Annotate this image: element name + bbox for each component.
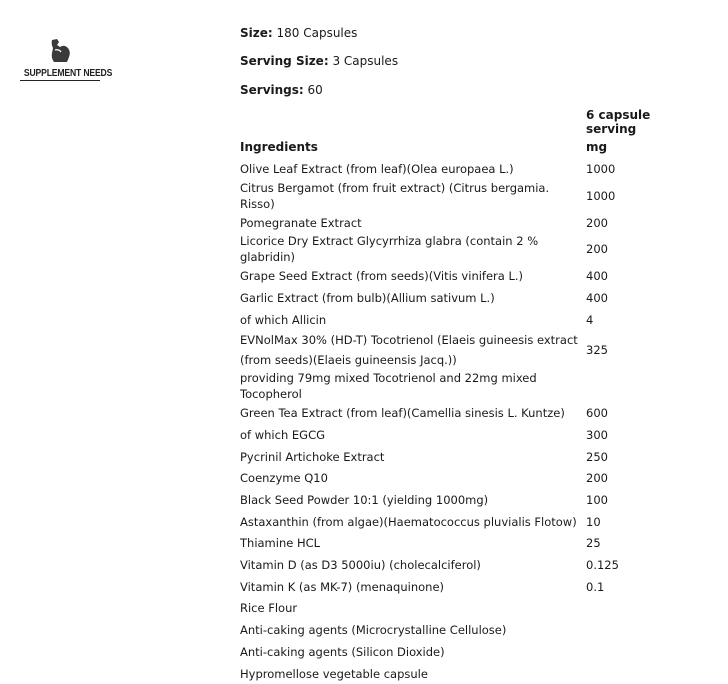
header-ingredients: Ingredients <box>240 140 318 154</box>
table-row <box>238 330 698 370</box>
ingredient-name: Licorice Dry Extract Glycyrrhiza glabra (contain 2 % glabridin) <box>240 234 539 265</box>
ingredient-amount: 400 <box>586 269 608 284</box>
logo-underline <box>20 80 100 81</box>
ingredient-amount <box>584 598 698 620</box>
ingredient-name: of which Allicin <box>240 312 327 327</box>
table-header-row <box>238 108 698 136</box>
size-value: 180 Capsules <box>272 26 358 40</box>
table-row <box>238 468 698 490</box>
ingredient-name: Thiamine HCL <box>240 536 321 551</box>
ingredient-amount <box>584 641 698 663</box>
ingredient-amount: 10 <box>586 514 601 529</box>
ingredient-name: providing 79mg mixed Tocotrienol and 22mg mixed Tocopherol <box>240 371 537 402</box>
ingredient-amount: 1000 <box>586 188 616 203</box>
table-row <box>238 576 698 598</box>
ingredient-amount: 400 <box>586 290 608 305</box>
ingredient-amount: 200 <box>586 242 608 257</box>
table-row <box>238 309 698 331</box>
ingredient-amount: 325 <box>586 343 608 358</box>
ingredient-amount: 200 <box>586 215 608 230</box>
ingredient-amount: 0.1 <box>586 579 605 594</box>
servings-value: 60 <box>303 83 323 97</box>
table-row <box>238 663 698 684</box>
ingredient-name: Vitamin D (as D3 5000iu) (cholecalciferol) <box>240 558 481 573</box>
table-row <box>238 180 698 212</box>
ingredient-amount <box>584 619 698 641</box>
table-row <box>238 265 698 287</box>
table-row <box>238 554 698 576</box>
ingredient-name: Vitamin K (as MK-7) (menaquinone) <box>240 579 445 594</box>
serving-size-value: 3 Capsules <box>328 54 399 68</box>
ingredient-name: Garlic Extract (from bulb)(Allium sativum L.) <box>240 290 495 305</box>
ingredient-amount: 200 <box>586 471 608 486</box>
table-row <box>238 158 698 180</box>
ingredient-name: Anti-caking agents (Silicon Dioxide) <box>240 644 445 659</box>
ingredient-name: Pomegranate Extract <box>240 215 362 230</box>
table-row <box>238 533 698 555</box>
servings-info <box>240 83 323 97</box>
ingredient-amount: 100 <box>586 493 608 508</box>
table-row <box>238 511 698 533</box>
ingredient-name: Anti-caking agents (Microcrystalline Cellulose) <box>240 623 507 638</box>
brand-logo[interactable] <box>16 38 113 81</box>
ingredient-name: of which EGCG <box>240 427 326 442</box>
table-row <box>238 287 698 309</box>
ingredient-name: Citrus Bergamot (from fruit extract) (Citrus bergamia. Risso) <box>240 180 550 211</box>
size-label: Size: <box>240 26 273 40</box>
table-header-row <box>238 136 698 158</box>
ingredients-table <box>238 108 698 684</box>
table-row <box>238 641 698 663</box>
table-row <box>238 370 698 402</box>
ingredient-name: EVNolMax 30% (HD-T) Tocotrienol (Elaeis guineesis extract (from seeds)(Elaeis guineensis Jacq.)) <box>240 333 578 368</box>
ingredient-amount <box>584 663 698 684</box>
ingredient-name: Coenzyme Q10 <box>240 471 328 486</box>
header-serving: 6 capsule serving <box>586 108 651 136</box>
serving-size-label: Serving Size: <box>240 54 329 68</box>
ingredient-amount: 250 <box>586 449 608 464</box>
table-row <box>238 598 698 620</box>
table-row <box>238 233 698 265</box>
ingredient-amount <box>584 370 698 402</box>
table-row <box>238 424 698 446</box>
ingredient-name: Rice Flour <box>240 601 298 616</box>
header-unit: mg <box>586 140 608 154</box>
ingredient-amount: 600 <box>586 406 608 421</box>
ingredient-name: Grape Seed Extract (from seeds)(Vitis vinifera L.) <box>240 269 524 284</box>
ingredient-amount: 25 <box>586 536 601 551</box>
header-spacer <box>238 108 584 136</box>
ingredient-amount: 1000 <box>586 161 616 176</box>
ingredient-name: Hypromellose vegetable capsule <box>240 666 428 681</box>
servings-label: Servings: <box>240 83 304 97</box>
ingredient-name: Green Tea Extract (from leaf)(Camellia sinesis L. Kuntze) <box>240 406 565 421</box>
ingredient-name: Black Seed Powder 10:1 (yielding 1000mg) <box>240 493 489 508</box>
ingredient-amount: 0.125 <box>586 558 619 573</box>
table-row <box>238 489 698 511</box>
logo-text: SUPPLEMENT NEEDS <box>23 67 113 79</box>
table-row <box>238 402 698 424</box>
ingredient-name: Astaxanthin (from algae)(Haematococcus pluvialis Flotow) <box>240 514 577 529</box>
ingredient-amount: 300 <box>586 427 608 442</box>
size-info <box>240 26 357 40</box>
ingredient-amount: 4 <box>586 312 594 327</box>
ingredient-name: Olive Leaf Extract (from leaf)(Olea europaea L.) <box>240 161 514 176</box>
table-row <box>238 212 698 234</box>
flexed-arm-icon <box>48 38 72 64</box>
table-row <box>238 619 698 641</box>
table-row <box>238 446 698 468</box>
serving-size-info <box>240 54 398 68</box>
ingredient-name: Pycrinil Artichoke Extract <box>240 449 385 464</box>
